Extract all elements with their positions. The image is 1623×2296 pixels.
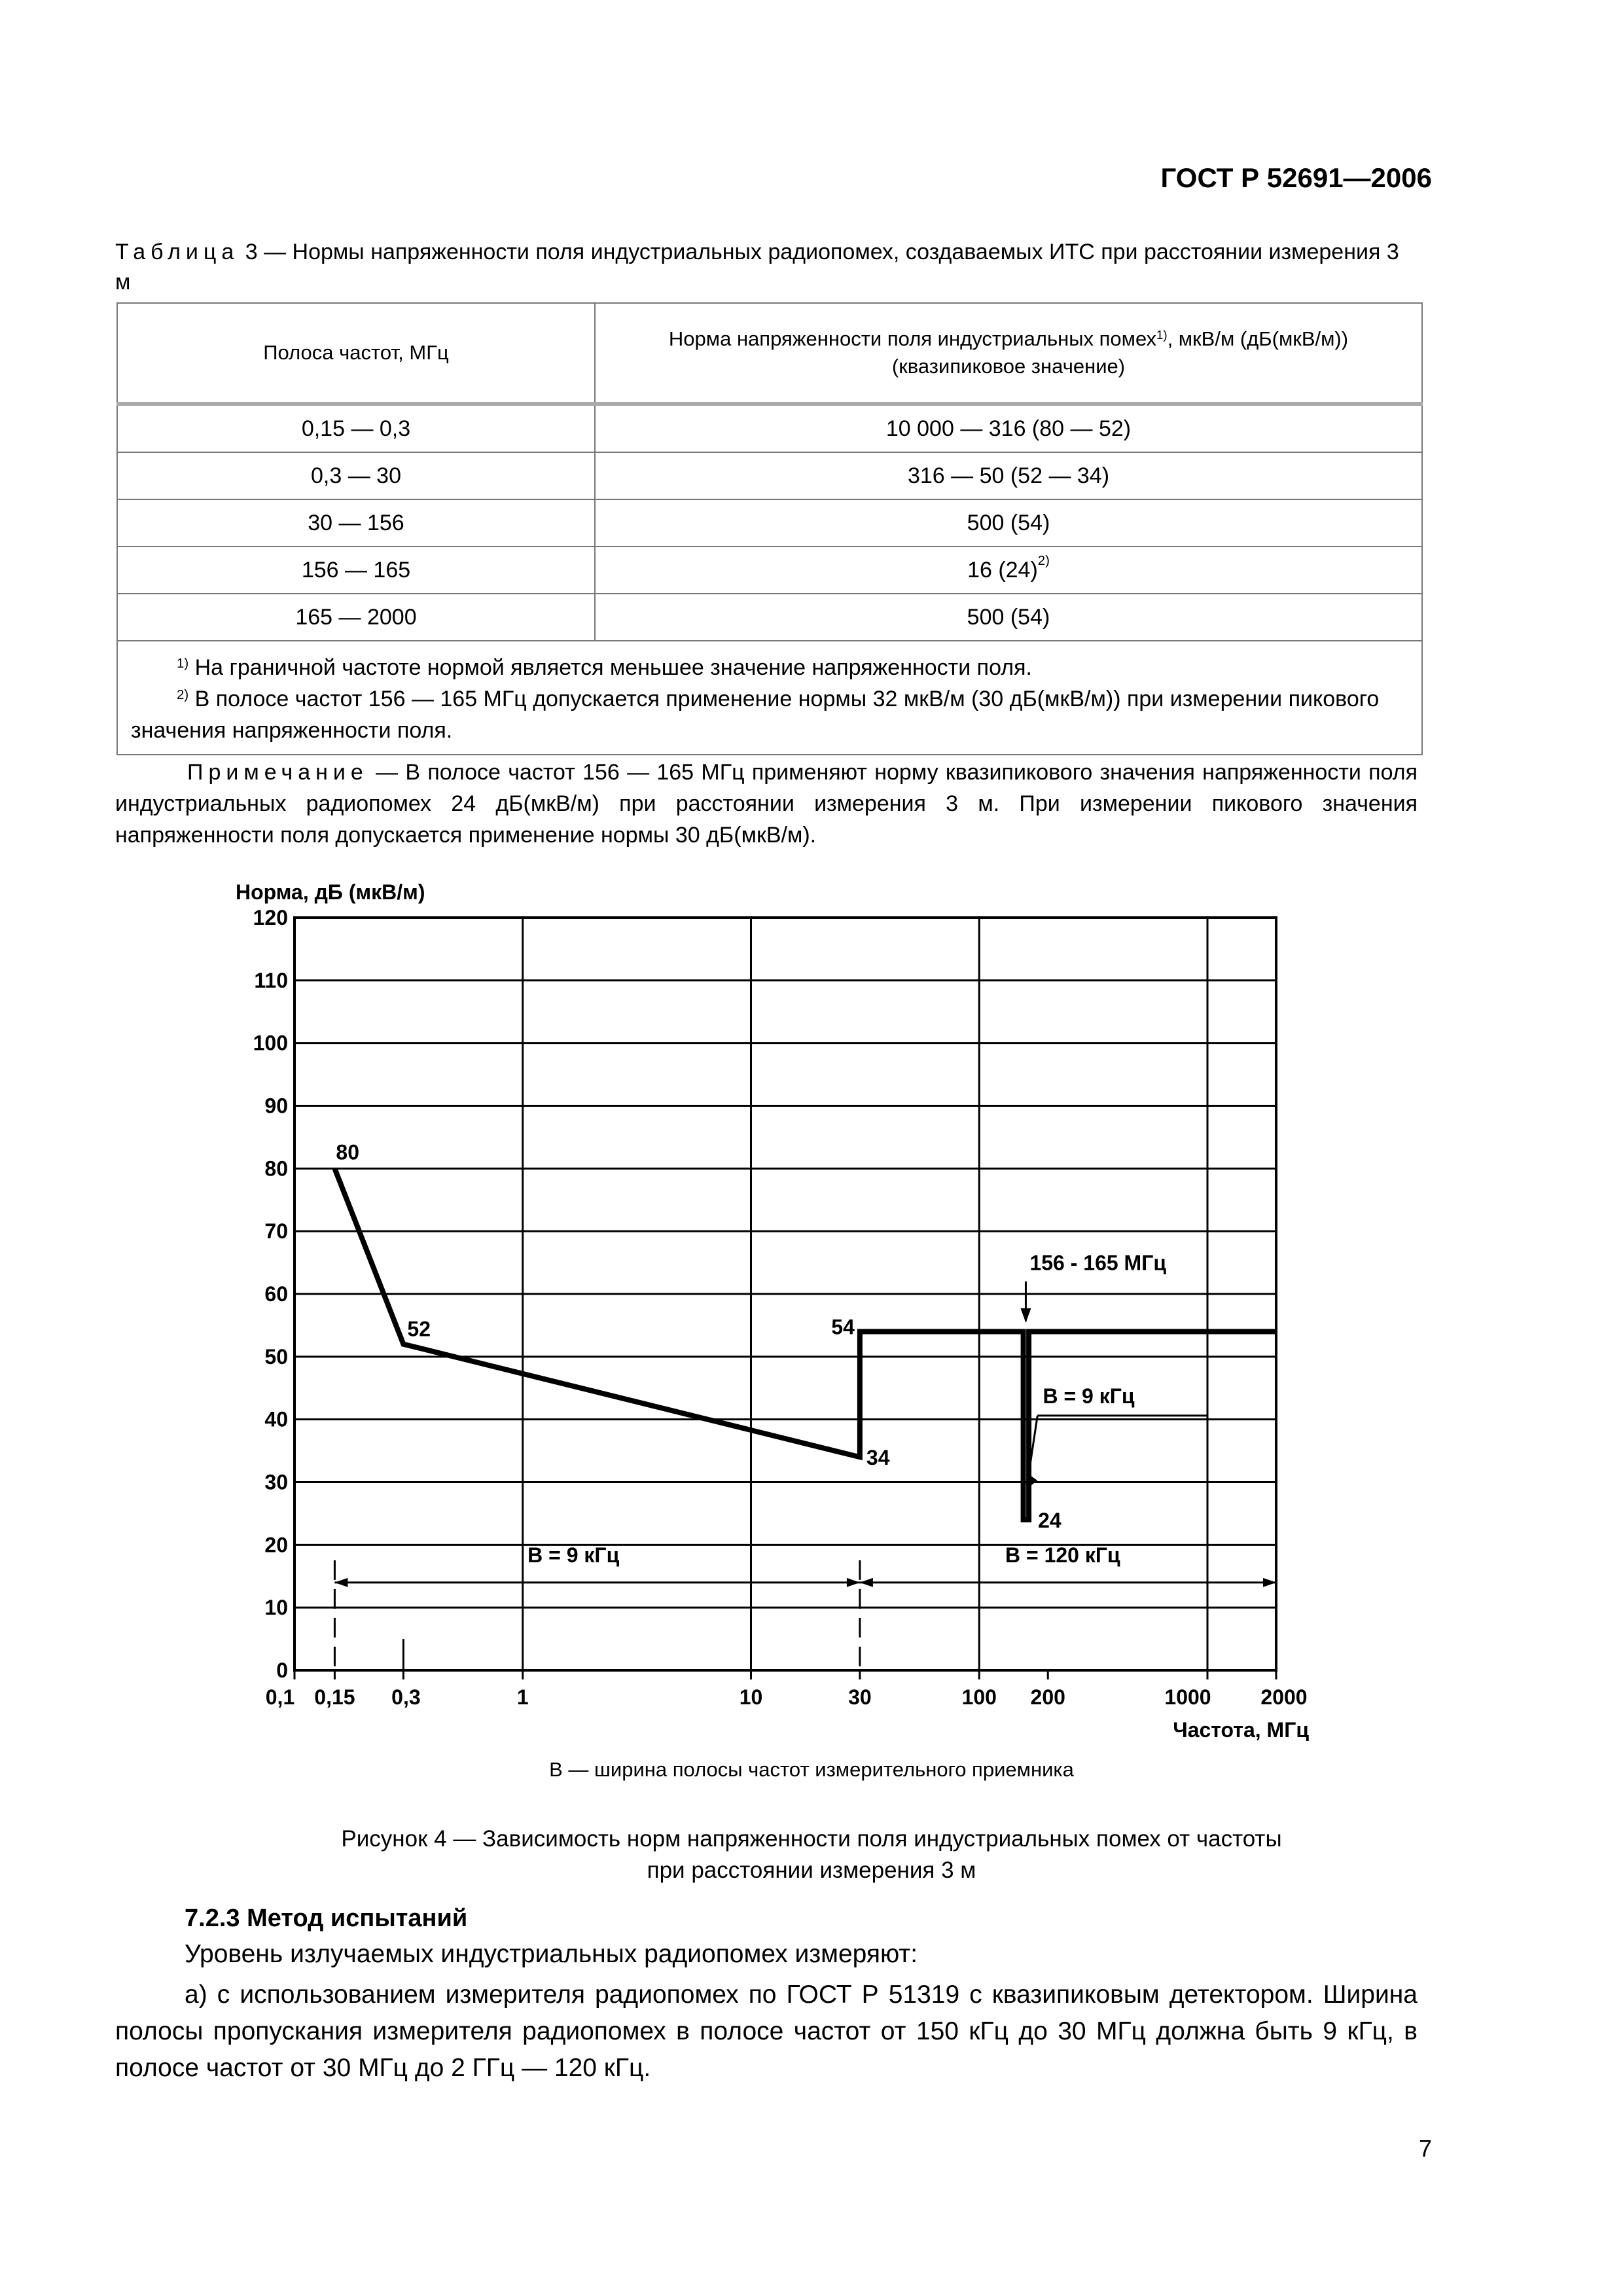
y-tick-label: 50 — [264, 1344, 288, 1369]
table-row — [117, 404, 1422, 452]
col-header-norm-text: Норма напряженности поля индустриальных помех — [668, 327, 1157, 350]
b120-arrow-left — [860, 1578, 873, 1587]
y-tick-label: 20 — [264, 1533, 288, 1557]
cell-band: 156 — 165 — [117, 547, 595, 594]
section-number: 7.2.3 — [185, 1905, 240, 1932]
col-header-norm-sub: (квазипиковое значение) — [891, 355, 1126, 378]
b9-leader-head — [1027, 1474, 1037, 1488]
x-tick-label: 10 — [739, 1685, 763, 1709]
cell-norm-sup: 2) — [1037, 553, 1050, 568]
norm-line — [334, 1168, 1276, 1520]
norm-point — [859, 1331, 860, 1332]
figure-caption-line1: Рисунок 4 — Зависимость норм напряженности поля индустриальных помех от частоты — [341, 1826, 1282, 1852]
y-tick-label: 30 — [264, 1470, 288, 1494]
point-label-34: 34 — [866, 1446, 890, 1470]
figure-caption — [0, 1823, 1623, 1886]
cell-norm-value: 500 (54) — [967, 510, 1050, 535]
footnote-2 — [131, 683, 1408, 746]
chart-axes — [236, 880, 1309, 1741]
y-tick-label: 90 — [264, 1094, 288, 1118]
point-label-52: 52 — [407, 1317, 431, 1341]
norm-point — [334, 1168, 335, 1169]
cell-norm-value: 316 — 50 (52 — 34) — [907, 463, 1110, 488]
y-tick-label: 70 — [264, 1219, 288, 1244]
x-tick-label: 30 — [848, 1685, 872, 1709]
band-156-165-label: 156 - 165 МГц — [1029, 1251, 1167, 1275]
y-tick-label: 100 — [253, 1031, 288, 1055]
chart-grid — [294, 918, 1276, 1670]
document-id: ГОСТ Р 52691—2006 — [1160, 162, 1432, 193]
x-tick-label: 1000 — [1164, 1685, 1211, 1709]
table-row — [117, 594, 1422, 641]
cell-norm — [595, 452, 1422, 499]
table-row — [117, 547, 1422, 594]
page-number: 7 — [1418, 2135, 1432, 2162]
chart-legend-b: В — ширина полосы частот измерительного приемника — [549, 1758, 1074, 1781]
x-tick-label: 1 — [516, 1685, 529, 1709]
point-label-54: 54 — [831, 1315, 855, 1339]
table-footnotes — [117, 641, 1422, 755]
footnote-2-text: В полосе частот 156 — 165 МГц допускается применение нормы 32 мкВ/м (30 дБ(мкВ/м)) при измерении пикового значения напряженности поля. — [131, 687, 1380, 743]
norm-point — [1276, 1331, 1277, 1332]
col-header-norm-sup: 1) — [1156, 328, 1168, 342]
cell-band: 165 — 2000 — [117, 594, 595, 641]
b120-label: В = 120 кГц — [1005, 1543, 1120, 1568]
y-tick-label: 0 — [276, 1659, 288, 1682]
footnote-1-mark: 1) — [177, 656, 189, 671]
table-footnotes-row — [117, 641, 1422, 755]
norm-point — [859, 1457, 860, 1458]
table-caption-word: Таблица — [115, 240, 240, 264]
y-tick-label: 40 — [264, 1407, 288, 1431]
table-caption — [115, 237, 1418, 297]
b9-right-label: В = 9 кГц — [1043, 1384, 1135, 1408]
band-arrow-head — [1020, 1308, 1031, 1323]
table-row — [117, 452, 1422, 499]
table-caption-text: 3 — Нормы напряженности поля индустриальных радиопомех, создаваемых ИТС при расстоянии измерения 3 м — [115, 240, 1399, 295]
y-tick-label: 60 — [264, 1282, 288, 1306]
y-tick-label: 10 — [264, 1596, 288, 1620]
x-axis-title: Частота, МГц — [1173, 1718, 1309, 1741]
chart-series — [334, 1168, 1277, 1520]
x-tick-label: 2000 — [1260, 1685, 1308, 1709]
y-tick-label: 80 — [264, 1157, 288, 1181]
section-heading — [185, 1905, 467, 1933]
b120-arrow-right — [1263, 1578, 1276, 1587]
cell-norm-value: 500 (54) — [967, 604, 1050, 630]
section-title: Метод испытаний — [240, 1905, 468, 1932]
cell-norm-value: 10 000 — 316 (80 — 52) — [885, 416, 1132, 441]
y-tick-label: 120 — [253, 906, 288, 929]
y-axis-title: Норма, дБ (мкВ/м) — [236, 880, 425, 904]
footnote-2-mark: 2) — [177, 688, 189, 702]
figure-caption-line2: при расстоянии измерения 3 м — [647, 1857, 976, 1883]
body-paragraph: а) с использованием измерителя радиопомех по ГОСТ Р 51319 с квазипиковым детектором. Ширина полосы пропускания измерителя радиопомех в полосе частот от 150 кГц до 30 МГц должна быть 9 кГц, в полосе частот от 30 МГц до 2 ГГц — 120 кГц. — [115, 1981, 1418, 2082]
cell-norm-value: 16 (24) — [967, 557, 1038, 583]
footnote-1-text: На граничной частоте нормой является меньшее значение напряженности поля. — [188, 655, 1032, 680]
x-tick-label: 0,15 — [314, 1685, 355, 1709]
col-header-norm — [595, 303, 1422, 404]
b9-arrow-right — [847, 1578, 860, 1587]
cell-norm — [595, 594, 1422, 641]
b9-arrow-left — [334, 1578, 348, 1587]
cell-norm — [595, 404, 1422, 452]
norms-table — [116, 302, 1423, 755]
norms-chart — [236, 864, 1335, 1741]
y-tick-label: 110 — [254, 968, 288, 992]
cell-band: 0,15 — 0,3 — [117, 404, 595, 452]
point-label-24: 24 — [1038, 1509, 1061, 1532]
body-line: Уровень излучаемых индустриальных радиопомех измеряют: — [185, 1940, 918, 1968]
point-label-80: 80 — [336, 1140, 360, 1164]
col-header-norm-units: , мкВ/м (дБ(мкВ/м)) — [1167, 327, 1349, 350]
col-header-band: Полоса частот, МГц — [117, 303, 595, 404]
note-word: Примечание — [187, 760, 368, 785]
b9-left-label: В = 9 кГц — [527, 1543, 620, 1568]
table-row — [117, 499, 1422, 547]
x-tick-label: 0,3 — [391, 1685, 421, 1709]
x-tick-label: 0,1 — [265, 1685, 295, 1709]
cell-norm — [595, 499, 1422, 547]
footnote-1 — [131, 652, 1408, 683]
cell-band: 30 — 156 — [117, 499, 595, 547]
norm-point — [1023, 1331, 1024, 1332]
x-tick-label: 200 — [1030, 1685, 1065, 1709]
note-text: — В полосе частот 156 — 165 МГц применяют норму квазипикового значения напряженности поля индустриальных радиопомех 24 дБ(мкВ/м) при расстоянии измерения 3 м. При измерении пикового значения напряженности поля допускается применение нормы 30 дБ(мкВ/м). — [115, 760, 1418, 848]
x-tick-label: 100 — [961, 1685, 997, 1709]
chart-annotations — [334, 1140, 1276, 1670]
cell-band: 0,3 — 30 — [117, 452, 595, 499]
cell-norm — [595, 547, 1422, 594]
note-paragraph — [115, 757, 1418, 851]
